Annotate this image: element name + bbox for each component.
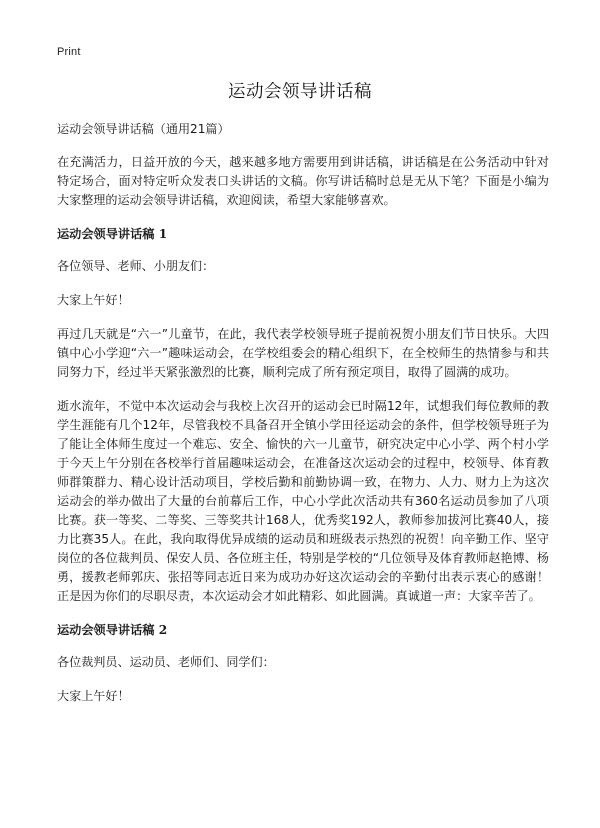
- document-subtitle: 运动会领导讲话稿（通用21篇）: [57, 122, 230, 136]
- document-title: 运动会领导讲话稿: [228, 82, 372, 102]
- intro-paragraph: 在充满活力，日益开放的今天，越来越多地方需要用到讲话稿，讲话稿是在公务活动中针对特定场合，面对特定听众发表口头讲话的文稿。你写讲话稿时总是无从下笔？下面是小编为大家整理的运动会领导讲话稿，欢迎阅读，希望大家能够喜欢。: [57, 155, 549, 207]
- salutation-paragraph: 各位裁判员、运动员、老师们、同学们：: [57, 655, 275, 669]
- section-heading-2: 运动会领导讲话稿 2: [57, 623, 168, 637]
- salutation-paragraph: 各位领导、老师、小朋友们：: [57, 259, 215, 273]
- greeting-paragraph: 大家上午好！: [57, 293, 130, 307]
- body-paragraph: 再过几天就是“六一”儿童节，在此，我代表学校领导班子提前祝贺小朋友们节日快乐。大四镇中心小学迎“六一”趣味运动会，在学校组委会的精心组织下，在全校师生的热情参与和共同努力下，经过半天紧张激烈的比赛，顺利完成了所有预定项目，取得了圆满的成功。: [57, 327, 549, 379]
- section-heading-1: 运动会领导讲话稿 1: [57, 227, 168, 241]
- greeting-paragraph: 大家上午好！: [57, 689, 130, 703]
- body-paragraph: 逝水流年，不觉中本次运动会与我校上次召开的运动会已时隔12年，试想我们每位教师的教学生涯能有几个12年，尽管我校不具备召开全镇小学田径运动会的条件，但学校领导班子为了能让全体师生度过一个难忘、安全、愉快的六一儿童节，研究决定中心小学、两个村小学于今天上午分别在各校举行首届趣味运动会，在准备这次运动会的过程中，校领导、体育教师群策群力、精心设计活动项目，学校后勤和前勤协调一致，在物力、人力、财力上为这次运动会的举办做出了大量的台前幕后工作，中心小学此次活动共有360名运动员参加了八项比赛。获一等奖、二等奖、三等奖共计168人，优秀奖192人，教师参加拔河比赛40人，接力比赛35人。在此，我向取得优异成绩的运动员和班级表示热烈的祝贺！向辛勤工作、坚守岗位的各位裁判员、保安人员、各位班主任，特别是学校的“几位领导及体育教师赵艳博、杨勇，援教老师郭庆、张招等同志近日来为成功办好这次运动会的辛勤付出表示衷心的感谢！正是因为你们的尽职尽责，本次运动会才如此精彩、如此圆满。真诚道一声：大家辛苦了。: [57, 399, 549, 603]
- print-link[interactable]: Print: [57, 46, 81, 58]
- document-body: [57, 120, 549, 721]
